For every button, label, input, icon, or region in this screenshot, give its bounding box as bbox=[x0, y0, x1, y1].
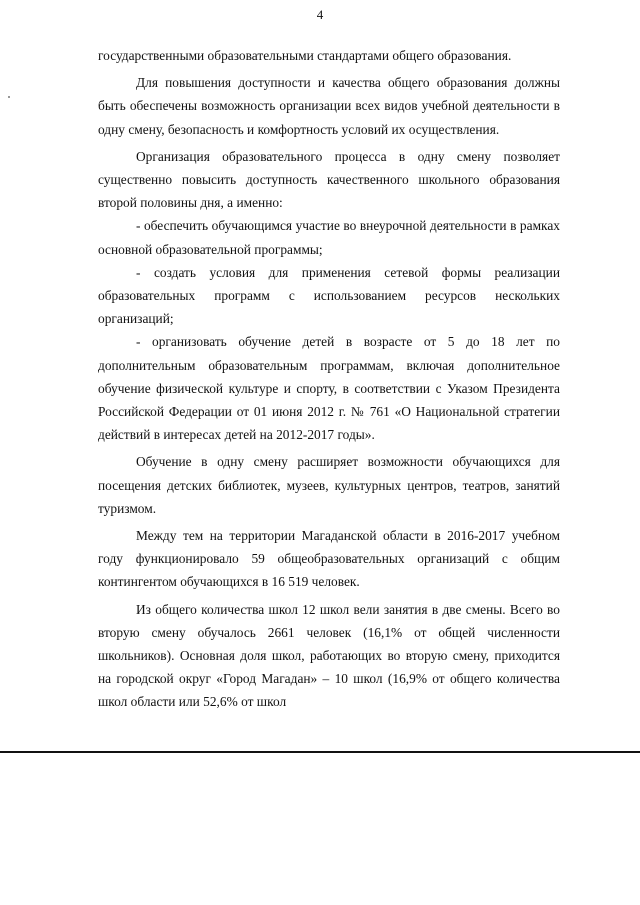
paragraph-3: Организация образовательного процесса в одну смену позволяет существенно повысить доступность качественного школьного образования второй половины дня, а именно: bbox=[98, 148, 560, 211]
list-item-3: - организовать обучение детей в возрасте от 5 до 18 лет по дополнительным образовательным программам, включая дополнительное обучение физической культуре и спорту, в соответствии с Указом Президента Российской Федерации от 01 июня 2012 г. № 761 «О Национальной стратегии действий в интересах детей на 2012-2017 годы». bbox=[98, 334, 560, 443]
paragraph-5: Между тем на территории Магаданской области в 2016-2017 учебном году функционировало 59 общеобразовательных организаций с общим контингентом обучающихся в 16 519 человек. bbox=[98, 528, 560, 590]
document-body bbox=[98, 44, 560, 714]
page-number: 4 bbox=[316, 7, 324, 22]
scan-speck bbox=[8, 96, 10, 98]
list-item-1: - обеспечить обучающимся участие во внеурочной деятельности в рамках основной образовательной программы; bbox=[98, 218, 560, 257]
paragraph-4: Обучение в одну смену расширяет возможности обучающихся для посещения детских библиотек, музеев, культурных центров, театров, занятий туризмом. bbox=[98, 454, 560, 516]
footer-rule bbox=[0, 751, 640, 753]
list-item-2: - создать условия для применения сетевой формы реализации образовательных программ с использованием ресурсов нескольких организаций; bbox=[98, 264, 560, 327]
paragraph-6: Из общего количества школ 12 школ вели занятия в две смены. Всего во вторую смену обучалось 2661 человек (16,1% от общей численности школьников). Основная доля школ, работающих во вторую смену, приходится на городской округ «Город Магадан» – 10 школ (16,9% от общего количества школ области или 52,6% от школ bbox=[98, 601, 560, 710]
paragraph-2: Для повышения доступности и качества общего образования должны быть обеспечены возможность организации всех видов учебной деятельности в одну смену, безопасность и комфортность условий их осуществления. bbox=[98, 75, 560, 137]
paragraph-1: государственными образовательными стандартами общего образования. bbox=[98, 48, 512, 63]
